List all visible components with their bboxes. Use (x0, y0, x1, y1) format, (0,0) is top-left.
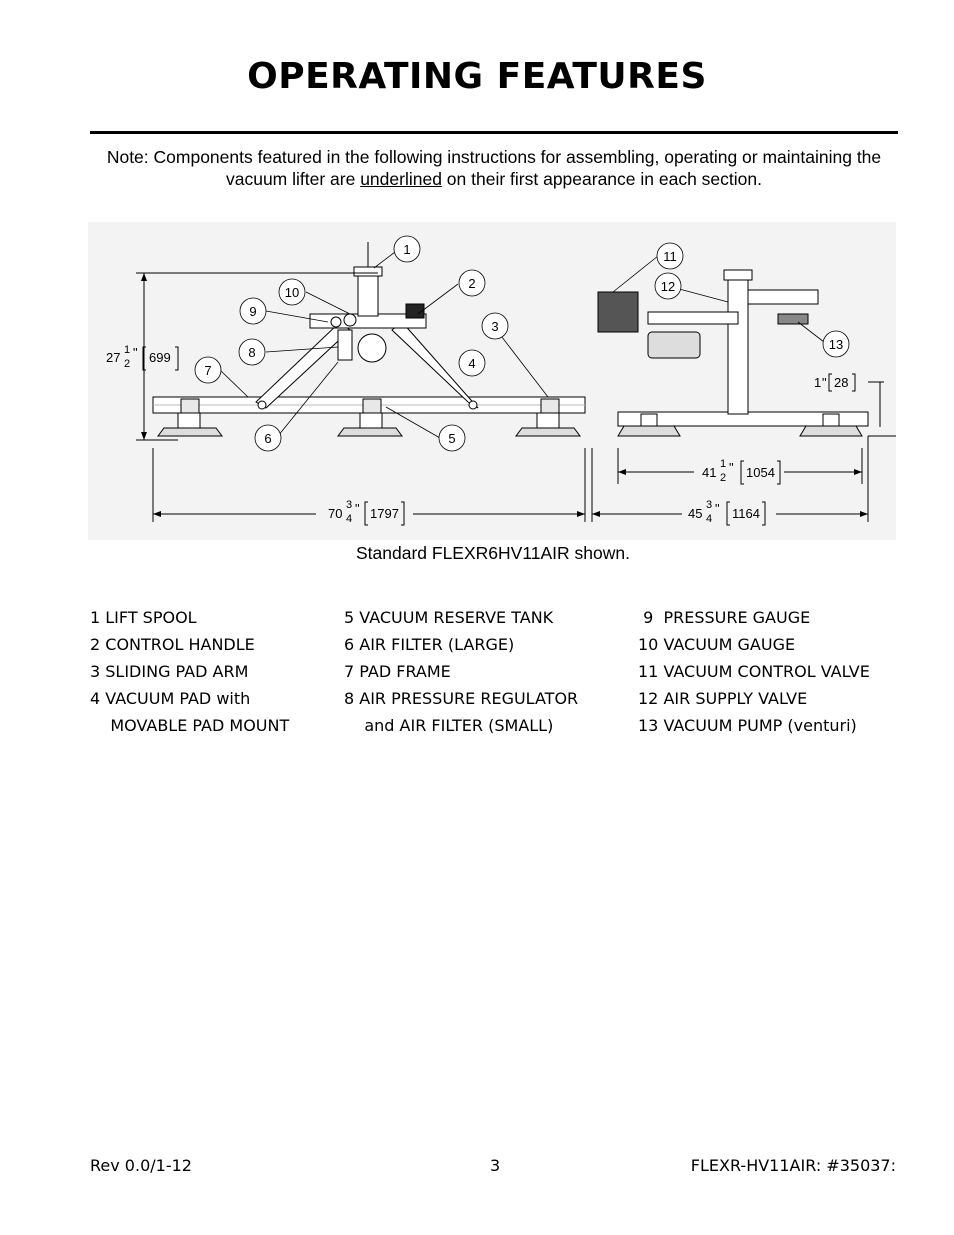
dim-width-whole: 45 (688, 506, 703, 521)
callout-4: 4 (468, 356, 476, 371)
callout-8: 8 (248, 345, 256, 360)
legend-item: 7 PAD FRAME (344, 662, 451, 681)
legend-column-3 (638, 606, 870, 741)
dim-width-den: 4 (706, 513, 713, 525)
legend-item: MOVABLE PAD MOUNT (90, 716, 290, 735)
dim-height-mm: 699 (149, 350, 171, 365)
legend-item: 4 VACUUM PAD with (90, 689, 251, 708)
callout-9: 9 (249, 304, 257, 319)
dim-width-inch: " (715, 501, 720, 516)
title-rule (90, 131, 898, 134)
legend-column-2 (344, 606, 578, 741)
dim-length-den: 4 (346, 513, 353, 525)
callout-1: 1 (403, 242, 411, 257)
legend-item: 5 VACUUM RESERVE TANK (344, 608, 554, 627)
dim-height-num: 1 (124, 344, 131, 356)
legend-item: 11 VACUUM CONTROL VALVE (638, 662, 870, 681)
dim-height-whole: 27 (106, 350, 121, 365)
lifter-technical-drawing (88, 222, 896, 540)
legend-item: 13 VACUUM PUMP (venturi) (638, 716, 857, 735)
legend-item: 6 AIR FILTER (LARGE) (344, 635, 515, 654)
callout-2: 2 (468, 276, 476, 291)
dim-clearance-mm: 28 (834, 375, 849, 390)
legend-item: 8 AIR PRESSURE REGULATOR (344, 689, 579, 708)
legend-item: 9 PRESSURE GAUGE (638, 608, 811, 627)
note-underlined-word: underlined (360, 169, 442, 189)
dim-width-num: 3 (706, 499, 713, 511)
dim-length-inch: " (355, 501, 360, 516)
dim-clearance-inch: " (822, 375, 827, 390)
legend-item: 12 AIR SUPPLY VALVE (638, 689, 808, 708)
dim-pad-spacing-inch: " (729, 460, 734, 475)
note-text-before: Note: Components featured in the following instructions for assembling, operating or maintaining the vacuum lifter are (106, 147, 882, 189)
vacuum-reserve-tank-front (358, 334, 386, 362)
dim-length-whole: 70 (328, 506, 343, 521)
callout-5: 5 (448, 431, 456, 446)
callout-13: 13 (828, 337, 844, 352)
callout-7: 7 (204, 363, 212, 378)
note-text-after: on their first appearance in each section. (441, 169, 762, 189)
dim-pad-spacing-den: 2 (720, 472, 727, 484)
legend-item: 3 SLIDING PAD ARM (90, 662, 249, 681)
legend-item: 1 LIFT SPOOL (90, 608, 197, 627)
callout-11: 11 (663, 249, 677, 264)
callout-12: 12 (660, 279, 676, 294)
drawing-caption: Standard FLEXR6HV11AIR shown. (356, 543, 630, 563)
note-paragraph (90, 146, 898, 190)
dim-pad-spacing-whole: 41 (702, 465, 717, 480)
dim-clearance-in: 1 (814, 375, 822, 390)
dim-length-mm: 1797 (370, 506, 399, 521)
footer-revision: Rev 0.0/1-12 (90, 1156, 192, 1175)
dim-height-den: 2 (124, 358, 131, 370)
footer-page-number: 3 (490, 1156, 501, 1175)
dim-pad-spacing-mm: 1054 (746, 465, 775, 480)
page-title: OPERATING FEATURES (247, 56, 707, 97)
callout-10: 10 (284, 285, 300, 300)
legend-item: 10 VACUUM GAUGE (638, 635, 796, 654)
vacuum-reserve-tank-side (648, 332, 700, 358)
dim-width-mm: 1164 (732, 506, 760, 521)
footer-model-number: FLEXR-HV11AIR: #35037: (690, 1156, 896, 1175)
legend-column-1 (90, 606, 289, 741)
callout-3: 3 (491, 319, 499, 334)
legend-item: and AIR FILTER (SMALL) (344, 716, 554, 735)
callout-6: 6 (264, 431, 272, 446)
legend-item: 2 CONTROL HANDLE (90, 635, 255, 654)
dim-length-num: 3 (346, 499, 353, 511)
dim-pad-spacing-num: 1 (720, 458, 727, 470)
dim-height-inch: " (133, 345, 138, 360)
